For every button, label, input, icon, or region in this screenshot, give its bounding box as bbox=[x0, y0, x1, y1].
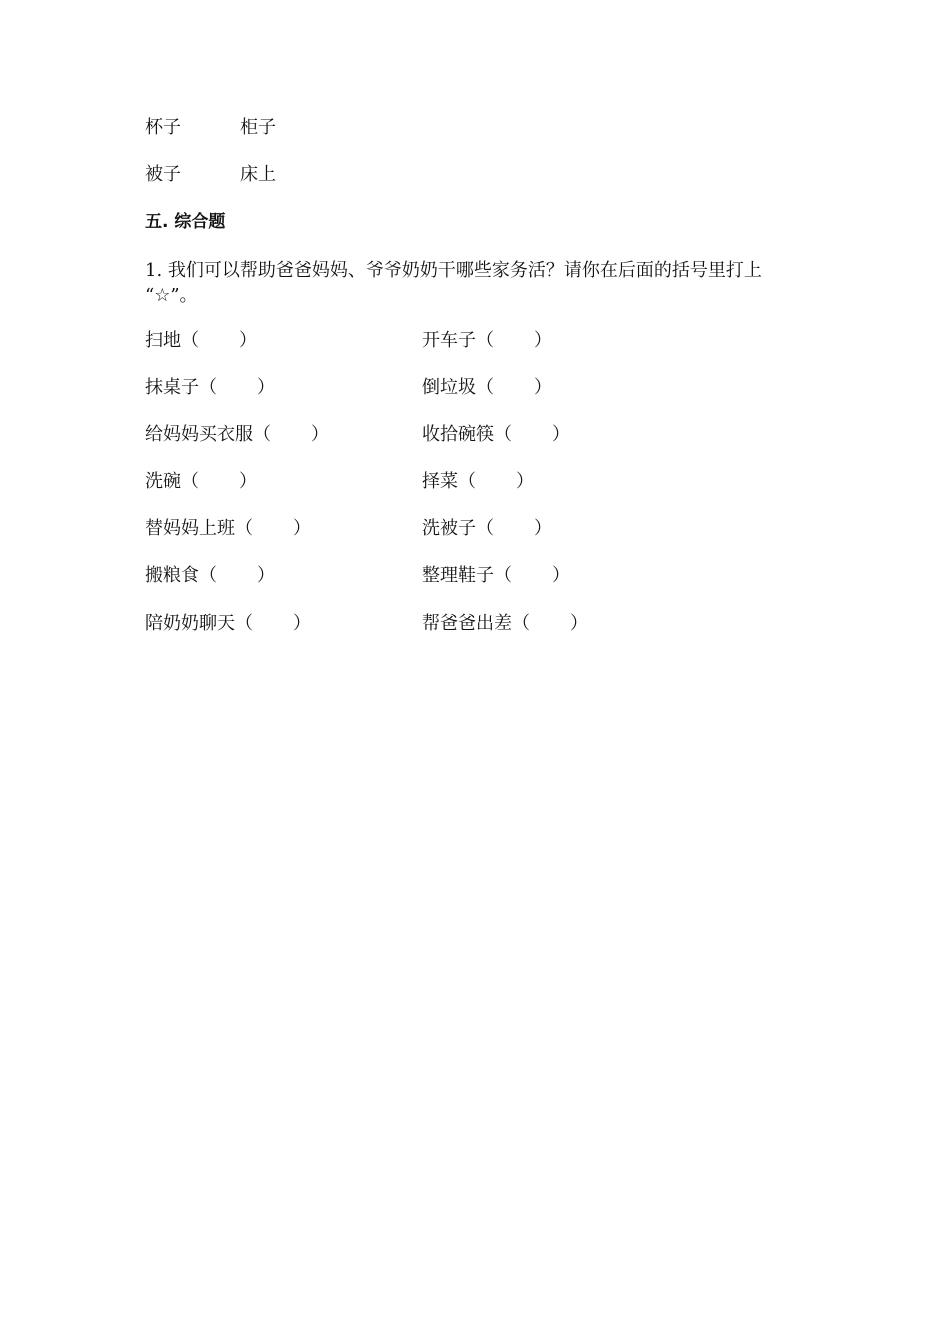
chore-label: 给妈妈买衣服 bbox=[145, 424, 253, 445]
question-line-2: “☆”。 bbox=[145, 285, 198, 306]
chore-row bbox=[145, 565, 845, 587]
answer-paren[interactable]: （ ） bbox=[181, 471, 257, 492]
answer-paren[interactable]: （ ） bbox=[235, 613, 311, 634]
chore-label: 洗被子 bbox=[422, 518, 476, 539]
answer-paren[interactable]: （ ） bbox=[199, 377, 275, 398]
answer-paren[interactable]: （ ） bbox=[181, 330, 257, 351]
answer-paren[interactable]: （ ） bbox=[235, 518, 311, 539]
chore-label: 搬粮食 bbox=[145, 565, 199, 586]
chore-label: 扫地 bbox=[145, 330, 181, 351]
answer-paren[interactable]: （ ） bbox=[494, 565, 570, 586]
word-pair-row bbox=[145, 164, 445, 186]
answer-paren[interactable]: （ ） bbox=[199, 565, 275, 586]
chore-label: 开车子 bbox=[422, 330, 476, 351]
chore-item bbox=[145, 613, 311, 635]
chore-row bbox=[145, 518, 845, 540]
chore-row bbox=[145, 377, 845, 399]
chore-label: 倒垃圾 bbox=[422, 377, 476, 398]
chore-label: 帮爸爸出差 bbox=[422, 613, 512, 634]
word-pair-row bbox=[145, 117, 445, 139]
chore-label: 洗碗 bbox=[145, 471, 181, 492]
answer-paren[interactable]: （ ） bbox=[494, 424, 570, 445]
chore-item bbox=[422, 613, 588, 635]
chore-item bbox=[145, 518, 311, 540]
answer-paren[interactable]: （ ） bbox=[458, 471, 534, 492]
chore-row bbox=[145, 471, 845, 493]
answer-paren[interactable]: （ ） bbox=[512, 613, 588, 634]
chore-label: 陪奶奶聊天 bbox=[145, 613, 235, 634]
chore-row bbox=[145, 613, 845, 635]
word-pair-right: 柜子 bbox=[240, 117, 276, 138]
chore-item bbox=[422, 377, 552, 399]
answer-paren[interactable]: （ ） bbox=[253, 424, 329, 445]
chore-item bbox=[422, 330, 552, 352]
chore-label: 整理鞋子 bbox=[422, 565, 494, 586]
chore-item bbox=[422, 565, 570, 587]
question-text bbox=[145, 258, 825, 308]
chore-item bbox=[145, 471, 257, 493]
chore-item bbox=[422, 518, 552, 540]
answer-paren[interactable]: （ ） bbox=[476, 518, 552, 539]
chore-row bbox=[145, 424, 845, 446]
word-pair-left: 杯子 bbox=[145, 117, 181, 138]
chore-label: 收拾碗筷 bbox=[422, 424, 494, 445]
chore-item bbox=[145, 424, 329, 446]
answer-paren[interactable]: （ ） bbox=[476, 377, 552, 398]
chore-item bbox=[145, 377, 275, 399]
chore-label: 替妈妈上班 bbox=[145, 518, 235, 539]
chore-row bbox=[145, 330, 845, 352]
chore-item bbox=[145, 565, 275, 587]
chore-label: 抹桌子 bbox=[145, 377, 199, 398]
chore-item bbox=[422, 471, 534, 493]
word-pair-left: 被子 bbox=[145, 164, 181, 185]
chore-item bbox=[145, 330, 257, 352]
chore-item bbox=[422, 424, 570, 446]
answer-paren[interactable]: （ ） bbox=[476, 330, 552, 351]
chore-label: 择菜 bbox=[422, 471, 458, 492]
question-line-1: 1. 我们可以帮助爸爸妈妈、爷爷奶奶干哪些家务活？请你在后面的括号里打上 bbox=[145, 260, 762, 281]
section-heading: 五. 综合题 bbox=[145, 212, 226, 232]
word-pair-right: 床上 bbox=[240, 164, 276, 185]
